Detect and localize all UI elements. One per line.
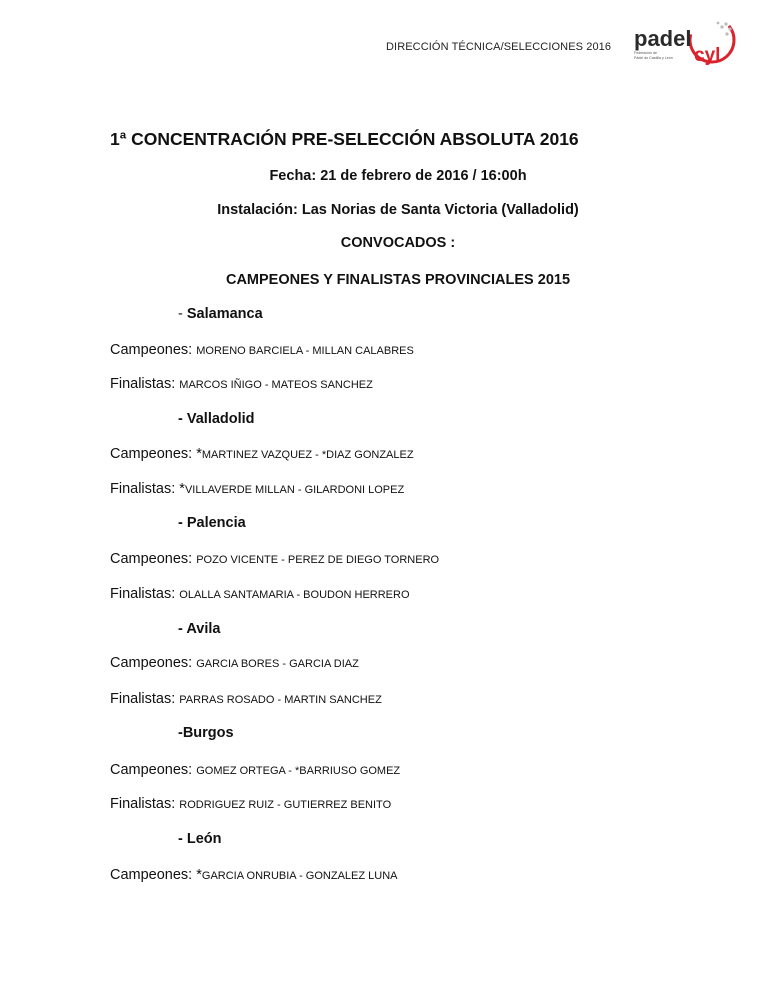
logo-word-padel: padel bbox=[634, 26, 692, 51]
finalistas-names: MARCOS IÑIGO - MATEOS SANCHEZ bbox=[179, 379, 373, 391]
province-name: Salamanca bbox=[186, 306, 263, 322]
campeones-names: POZO VICENTE - PEREZ DE DIEGO TORNERO bbox=[196, 554, 440, 566]
finalistas-names: OLALLA SANTAMARIA - BOUDON HERRERO bbox=[179, 589, 410, 601]
campeones-row bbox=[110, 655, 359, 671]
campeones-names: GARCIA ONRUBIA - GONZALEZ LUNA bbox=[201, 870, 398, 882]
campeones-names: GARCIA BORES - GARCIA DIAZ bbox=[196, 658, 359, 670]
finalistas-label: Finalistas: bbox=[110, 796, 176, 812]
finalistas-names: RODRIGUEZ RUIZ - GUTIERREZ BENITO bbox=[179, 799, 392, 811]
convocados-heading: CONVOCADOS : bbox=[340, 235, 456, 251]
instalacion-line: Instalación: Las Norias de Santa Victoria (Valladolid) bbox=[217, 202, 579, 218]
province-heading bbox=[178, 306, 263, 322]
province-name: - Valladolid bbox=[178, 411, 255, 427]
section-subtitle: CAMPEONES Y FINALISTAS PROVINCIALES 2015 bbox=[225, 272, 571, 288]
document-title: 1ª CONCENTRACIÓN PRE-SELECCIÓN ABSOLUTA 2016 bbox=[110, 129, 579, 149]
finalistas-names: VILLAVERDE MILLAN - GILARDONI LOPEZ bbox=[184, 484, 405, 496]
province-heading bbox=[178, 831, 222, 847]
finalistas-label: Finalistas: * bbox=[110, 481, 185, 497]
finalistas-label: Finalistas: bbox=[110, 586, 176, 602]
campeones-label: Campeones: bbox=[110, 342, 193, 358]
campeones-row bbox=[110, 446, 414, 462]
campeones-row bbox=[110, 762, 400, 778]
province-heading bbox=[178, 515, 246, 531]
campeones-row bbox=[110, 867, 397, 883]
province-name: - Avila bbox=[178, 621, 221, 637]
province-name: -Burgos bbox=[178, 725, 234, 741]
province-heading bbox=[178, 725, 234, 741]
campeones-names: GOMEZ ORTEGA - *BARRIUSO GOMEZ bbox=[196, 765, 401, 777]
campeones-names: MORENO BARCIELA - MILLAN CALABRES bbox=[196, 345, 414, 357]
campeones-label: Campeones: * bbox=[110, 446, 202, 462]
padel-cyl-logo bbox=[630, 16, 740, 66]
finalistas-row bbox=[110, 481, 404, 497]
logo-word-cyl: cyl bbox=[694, 45, 721, 66]
finalistas-row bbox=[110, 796, 391, 812]
campeones-label: Campeones: bbox=[110, 551, 193, 567]
finalistas-names: PARRAS ROSADO - MARTIN SANCHEZ bbox=[179, 694, 382, 706]
header-text: DIRECCIÓN TÉCNICA/SELECCIONES 2016 bbox=[386, 41, 612, 53]
logo-caption-1: Federación de bbox=[634, 51, 657, 55]
campeones-label: Campeones: bbox=[110, 655, 193, 671]
logo-caption-2: Pádel de Castilla y León bbox=[634, 56, 673, 60]
province-heading bbox=[178, 621, 220, 637]
province-heading bbox=[178, 411, 255, 427]
province-name: - Palencia bbox=[178, 515, 246, 531]
finalistas-label: Finalistas: bbox=[110, 376, 176, 392]
campeones-row bbox=[110, 551, 439, 567]
province-name: - León bbox=[178, 831, 222, 847]
campeones-label: Campeones: bbox=[110, 762, 193, 778]
campeones-names: MARTINEZ VAZQUEZ - *DIAZ GONZALEZ bbox=[201, 449, 414, 461]
finalistas-row bbox=[110, 691, 382, 707]
province-prefix: - bbox=[178, 306, 187, 322]
finalistas-row bbox=[110, 586, 410, 602]
finalistas-label: Finalistas: bbox=[110, 691, 176, 707]
campeones-row bbox=[110, 342, 414, 358]
fecha-line: Fecha: 21 de febrero de 2016 / 16:00h bbox=[269, 168, 527, 184]
campeones-label: Campeones: * bbox=[110, 867, 202, 883]
finalistas-row bbox=[110, 376, 373, 392]
